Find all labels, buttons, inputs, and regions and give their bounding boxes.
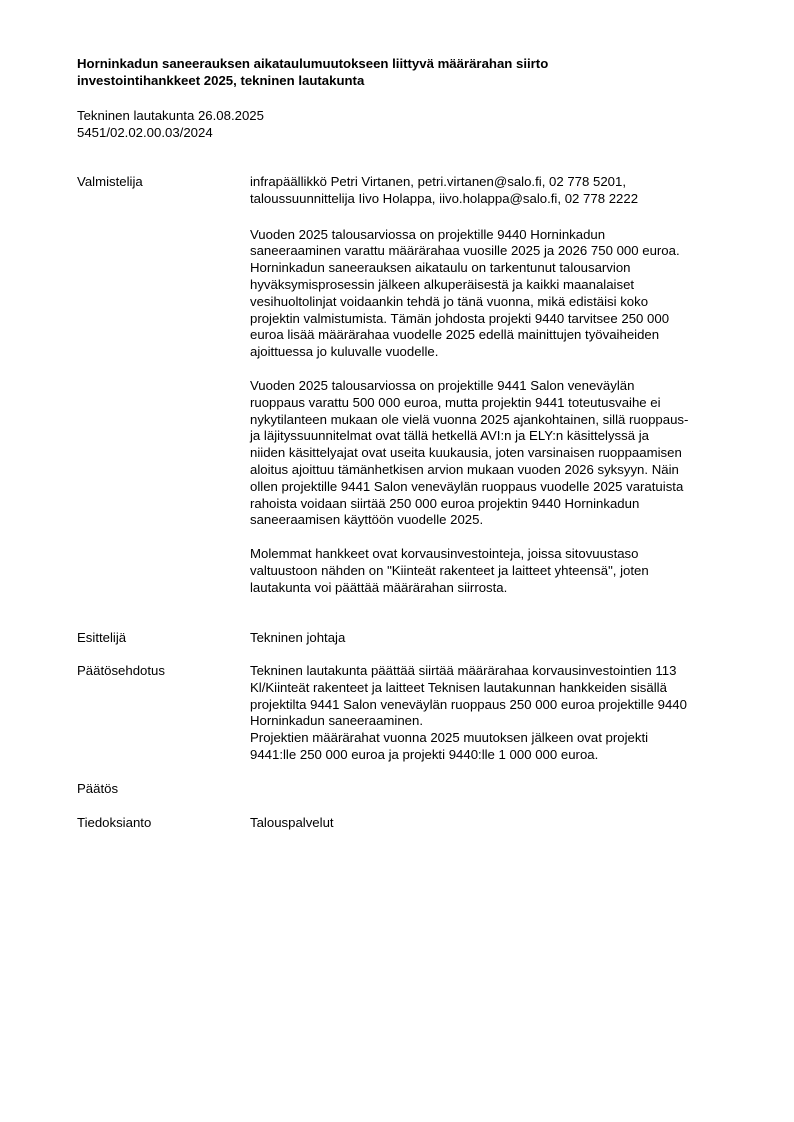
recipient: Talouspalvelut (250, 815, 334, 830)
text-line: projektin valmistumista. Tämän johdosta projekti 9440 tarvitsee 250 000 (250, 310, 670, 326)
document-title (77, 56, 747, 89)
meeting-info (77, 108, 747, 141)
record-number: 5451/02.02.00.03/2024 (77, 124, 213, 140)
text-line: euroa lisää määrärahaa vuodelle 2025 edellä mainittujen työvaiheiden (250, 327, 660, 343)
text-line: Horninkadun saneeraaminen. (250, 713, 424, 729)
text-line: projektilta 9441 Salon veneväylän ruoppaus 250 000 euroa projektille 9440 (250, 696, 687, 712)
text-line: saneeraamisen käyttöön vuodelle 2025. (250, 512, 484, 528)
text-line: Vuoden 2025 talousarviossa on projektille 9441 Salon veneväylän (250, 377, 635, 393)
section-paatosehdotus (77, 663, 747, 764)
section-content (250, 174, 747, 597)
text-line: Molemmat hankkeet ovat korvausinvestointeja, joissa sitovuustaso (250, 546, 639, 562)
title-line: investointihankkeet 2025, tekninen lautakunta (77, 72, 365, 88)
text-line: lautakunta voi päättää määrärahan siirrosta. (250, 579, 508, 595)
section-label: Päätösehdotus (77, 663, 165, 678)
section-valmistelija (77, 174, 747, 597)
section-content (250, 815, 747, 832)
text-line: nykytilanteen mukaan ole vielä vuonna 2025 ajankohtainen, sillä ruoppaus- (250, 411, 689, 427)
text-line: valtuustoon nähden on "Kiinteät rakenteet ja laitteet yhteensä", joten (250, 562, 649, 578)
text-line: Tekninen lautakunta päättää siirtää määrärahaa korvausinvestointien 113 (250, 663, 677, 678)
section-label: Tiedoksianto (77, 815, 152, 830)
text-line: ajoittuessa jo kuluvalle vuodelle. (250, 344, 439, 360)
preparer-line: infrapäällikkö Petri Virtanen, petri.virtanen@salo.fi, 02 778 5201, (250, 174, 627, 189)
text-line: hyväksymisprosessin jälkeen alkuperäisestä ja kaikki maanalaiset (250, 276, 635, 292)
section-paatos (77, 781, 747, 798)
section-label: Esittelijä (77, 630, 127, 645)
text-line: rahoista voidaan siirtää 250 000 euroa projektin 9440 Horninkadun (250, 495, 640, 511)
section-label: Päätös (77, 781, 119, 796)
section-label: Valmistelija (77, 174, 143, 189)
paragraph (250, 546, 747, 596)
text-line: Vuoden 2025 talousarviossa on projektille 9440 Horninkadun (250, 226, 606, 242)
section-content (250, 663, 747, 764)
text-line: niiden käsittelyajat ovat useita kuukausia, joten varsinaisen ruoppaamisen (250, 445, 682, 461)
presenter: Tekninen johtaja (250, 630, 346, 645)
document-page (77, 56, 747, 141)
meeting-name: Tekninen lautakunta 26.08.2025 (77, 108, 264, 123)
section-esittelija (77, 630, 747, 647)
text-line: ruoppaus varattu 500 000 euroa, mutta projektin 9441 toteutusvaihe ei (250, 394, 661, 410)
section-content (250, 781, 747, 798)
text-line: ollen projektille 9441 Salon veneväylän ruoppaus vuodelle 2025 varatuista (250, 478, 684, 494)
text-line: vesihuoltolinjat voidaankin tehdä jo tänä vuonna, mikä edistäisi koko (250, 293, 649, 309)
text-line: Horninkadun saneerauksen aikataulu on tarkentunut talousarvion (250, 260, 631, 276)
title-line: Horninkadun saneerauksen aikataulumuutokseen liittyvä määrärahan siirto (77, 56, 549, 71)
text-line: 9441:lle 250 000 euroa ja projekti 9440:lle 1 000 000 euroa. (250, 746, 599, 762)
paragraph (250, 227, 747, 361)
text-line: Projektien määrärahat vuonna 2025 muutoksen jälkeen ovat projekti (250, 730, 649, 746)
preparer-line: taloussuunnittelija Iivo Holappa, iivo.holappa@salo.fi, 02 778 2222 (250, 190, 639, 206)
text-line: aloitus ajoittuu tämänhetkisen arvion mukaan vuoden 2026 syksyyn. Näin (250, 461, 679, 477)
text-line: Kl/Kiinteät rakenteet ja laitteet Teknisen lautakunnan hankkeiden sisällä (250, 679, 667, 695)
text-line: saneeraaminen varattu määrärahaa vuosille 2025 ja 2026 750 000 euroa. (250, 243, 680, 259)
section-tiedoksianto (77, 815, 747, 832)
paragraph (250, 378, 747, 529)
text-line: ja läjityssuunnitelmat ovat tällä hetkellä AVI:n ja ELY:n käsittelyssä ja (250, 428, 650, 444)
section-content (250, 630, 747, 647)
